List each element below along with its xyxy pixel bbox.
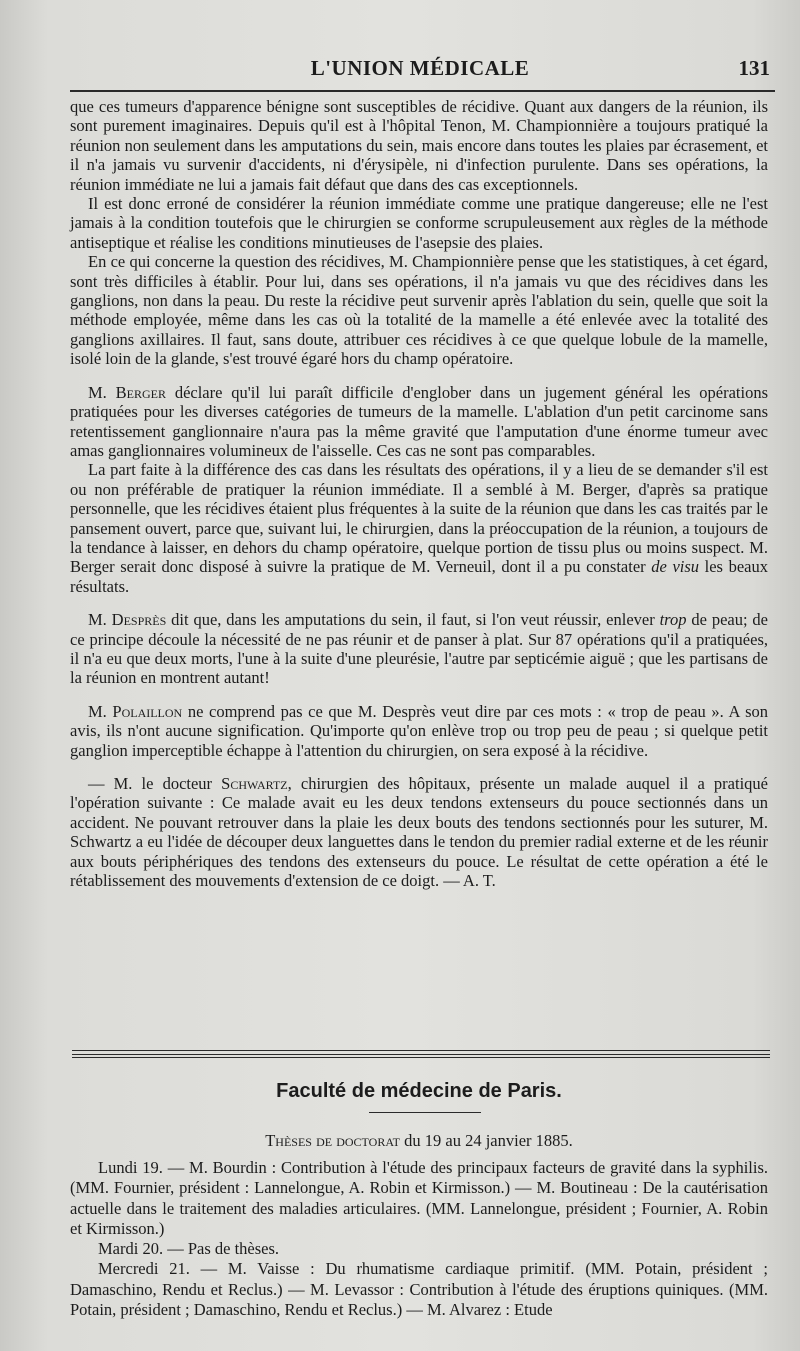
speaker-name: M. Berger	[88, 382, 166, 402]
paragraph-text: déclare qu'il lui paraît difficile d'englober dans un jugement général les opérations pratiquées pour les diverses catégories de tumeurs de la mamelle. L'ablation d'un petit carcinome sans retentissement ganglionnaire n'aura pas la même gravité que l'amputation d'une énorme tumeur avec amas ganglionnaires volumineux de l'aisselle. Ces cas ne sont pas comparables.	[70, 382, 768, 460]
theses-entry: Lundi 19. — M. Bourdin : Contribution à l'étude des principaux facteurs de gravité dans la syphilis. (MM. Fournier, président : Lannelongue, A. Robin et Kirmisson.) — M. Boutineau : De la cautérisation actuelle dans le traitement des maladies articulaires. (MM. Lannelongue, président ; Fournier, A. Robin et Kirmisson.)	[70, 1158, 768, 1238]
section-separator	[72, 1050, 770, 1058]
section-title: Faculté de médecine de Paris.	[276, 1080, 562, 1102]
page-header	[70, 54, 770, 84]
paragraph-text: — M. le docteur	[88, 774, 222, 793]
paragraph-2: Il est donc erroné de considérer la réunion immédiate comme une pratique dangereuse; elle ne l'est jamais à la condition toutefois que le chirurgien se conforme scrupuleusement aux règles de la méthode antiseptique et réalise les conditions minutieuses de l'asepsie des plaies.	[70, 194, 768, 252]
italic-phrase: de visu	[651, 557, 700, 577]
paragraph-berger-2	[70, 460, 768, 596]
speaker-name: M. Desprès	[88, 610, 167, 630]
paragraph-text: dit que, dans les amputations du sein, il faut, si l'on veut réussir, enlever	[166, 610, 660, 630]
theses-entry: Mardi 20. — Pas de thèses.	[98, 1239, 280, 1259]
page-number: 131	[738, 56, 770, 80]
paragraph-text: ne comprend pas ce que M. Desprès veut dire par ces mots : « trop de peau ». A son avis, ils n'ont aucune signification. Qu'importe qu'on enlève trop ou trop peu de peau ; si quelque petit ganglion imperceptible échappe à l'attention du chirurgien, on sera exposé à la récidive.	[70, 701, 768, 760]
theses-heading-sc: Thèses de doctorat	[265, 1131, 401, 1150]
title-rule	[369, 1112, 481, 1113]
header-rule	[70, 90, 775, 92]
theses-entry: Mercredi 21. — M. Vaisse : Du rhumatisme cardiaque primitif. (MM. Potain, président ; Damaschino, Rendu et Reclus.) — M. Levassor : Contribution à l'étude des éruptions quiniques. (MM. Potain, président ; Damaschino, Rendu et Reclus.) — M. Alvarez : Etude	[70, 1259, 768, 1320]
article-body	[70, 97, 768, 890]
italic-phrase: trop	[659, 610, 687, 630]
theses-list	[70, 1158, 768, 1320]
speaker-name: Schwartz	[221, 774, 288, 793]
speaker-name: M. Polaillon	[88, 701, 183, 721]
theses-heading	[70, 1131, 768, 1151]
running-title: L'UNION MÉDICALE	[310, 56, 530, 80]
paragraph-despres	[70, 610, 768, 688]
paragraph-text: les beaux résultats.	[70, 557, 768, 596]
paragraph-1: que ces tumeurs d'apparence bénigne sont susceptibles de récidive. Quant aux dangers de la réunion, ils sont purement imaginaires. Depuis qu'il est à l'hôpital Tenon, M. Championnière a toujours pratiqué la réunion non seulement dans les amputations du sein, mais encore dans toutes les plaies par écrasement, et il n'a jamais vu survenir d'accidents, ni d'érysipèle, ni d'infection purulente. Dans ses opérations, la réunion immédiate ne lui a jamais fait défaut que dans des cas exceptionnels.	[70, 97, 768, 194]
paragraph-text: , chirurgien des hôpitaux, présente un malade auquel il a pratiqué l'opération suivante : Ce malade avait eu les deux tendons extenseurs du pouce sectionnés dans un accident. Ne pouvant retrouver dans la plaie les deux bouts des tendons sectionnés pour les suturer, M. Schwartz a eu l'idée de découper deux languettes dans le tendon du premier radial externe et de les réunir aux bouts périphériques des tendons des extenseurs du pouce. Le résultat de cette opération a été le rétablissement des mouvements d'extension de ce doigt. — A. T.	[70, 774, 768, 891]
paragraph-text: La part faite à la différence des cas dans les résultats des opérations, il y a lieu de se demander s'il est ou non préférable de pratiquer la réunion immédiate. Il a semblé à M. Berger, d'après sa pratique personnelle, que les récidives étaient plus fréquentes à la suite de la réunion que dans les cas traités par le pansement ouvert, parce que, suivant lui, le chirurgien, dans la préoccupation de la réunion, a toujours de la tendance à laisser, en dehors du champ opératoire, quelque portion de tissu plus ou moins suspect. M. Berger serait donc disposé à suivre la pratique de M. Verneuil, dont il a pu constater	[70, 460, 768, 577]
paragraph-text: de peau; de ce principe découle la nécessité de ne pas réunir et de panser à plat. Sur 87 opérations qu'il a pratiquées, il n'a eu que deux morts, l'une à la suite d'une pleurésie, l'autre par septicémie aiguë ; que les partisans de la réunion en montrent autant!	[70, 610, 768, 688]
paragraph-schwartz	[70, 774, 768, 890]
paragraph-polaillon	[70, 702, 768, 760]
paragraph-berger	[70, 383, 768, 461]
paragraph-3: En ce qui concerne la question des récidives, M. Championnière pense que les statistiques, à cet égard, sont très difficiles à établir. Pour lui, dans ses opérations, il n'a jamais vu que des récidives dans les ganglions, non dans la peau. Du reste la récidive peut survenir après l'ablation du sein, quelle que soit la méthode employée, même dans les cas où la totalité de la mamelle a été enlevée avec la totalité des ganglions axillaires. Il faut, sans doute, attribuer ces récidives à ce que quelque lobule de la mamelle, isolé loin de la glande, s'est trouvé égaré hors du champ opératoire.	[70, 252, 768, 369]
theses-heading-dates: du 19 au 24 janvier 1885.	[400, 1131, 573, 1150]
